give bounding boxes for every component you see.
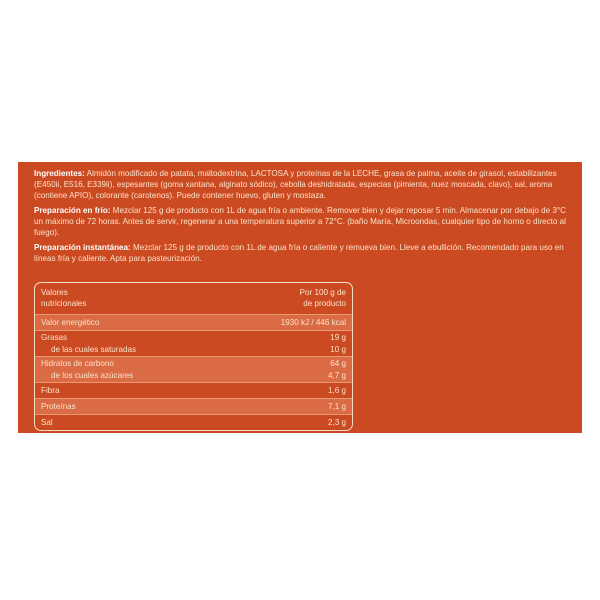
salt-value: 2,3 g xyxy=(327,418,346,427)
fat-row xyxy=(35,330,352,356)
nutrition-header-left-line2: nutricionales xyxy=(41,299,87,308)
cold-prep-label: Preparación en frío: xyxy=(34,206,111,215)
fibre-label: Fibra xyxy=(41,386,60,395)
product-info-panel xyxy=(18,162,582,433)
ingredients-paragraph xyxy=(34,168,572,201)
sugars-value: 4,7 g xyxy=(327,371,346,380)
carbs-values xyxy=(328,358,346,382)
cold-prep-paragraph xyxy=(34,205,572,238)
energy-label: Valor energético xyxy=(41,318,100,327)
carbs-value: 64 g xyxy=(330,359,346,368)
fat-values xyxy=(330,332,346,356)
nutrition-header-right xyxy=(300,287,346,309)
instant-prep-text: Mezclar 125 g de producto con 1L de agua fría o caliente y remueva bien. Lleve a ebullición. Recomendado para uso en líneas fría y caliente. Apta para pasteurización. xyxy=(34,243,564,263)
energy-value: 1930 kJ / 446 kcal xyxy=(280,318,346,327)
nutrition-header-right-line1: Por 100 g de xyxy=(299,288,346,297)
instant-prep-label: Preparación instantánea: xyxy=(34,243,131,252)
protein-label: Proteínas xyxy=(41,402,76,411)
nutrition-table xyxy=(34,282,353,431)
fat-labels xyxy=(41,332,136,356)
salt-row xyxy=(35,414,352,430)
instant-prep-paragraph xyxy=(34,242,572,264)
fibre-row xyxy=(35,382,352,398)
fat-label: Grasas xyxy=(41,333,68,342)
cold-prep-text: Mezclar 125 g de producto con 1L de agua fría o ambiente. Remover bien y dejar reposar 5 min. Almacenar por debajo de 3°C un máximo de 72 horas. Antes de servir, regenerar a una temperatura superior a 72°C. (baño María, Microondas, cualquier tipo de horno o directo al fuego). xyxy=(34,206,567,237)
salt-label: Sal xyxy=(41,418,53,427)
carbs-row xyxy=(35,356,352,382)
nutrition-header-right-line2: de producto xyxy=(303,299,346,308)
nutrition-header-left-line1: Valores xyxy=(41,288,68,297)
protein-value: 7,1 g xyxy=(327,402,346,411)
saturated-label: de las cuales saturadas xyxy=(51,345,137,354)
sugars-label: de los cuales azúcares xyxy=(51,371,134,380)
protein-row xyxy=(35,398,352,414)
carbs-label: Hidratos de carbono xyxy=(41,359,114,368)
ingredients-label: Ingredientes: xyxy=(34,169,85,178)
nutrition-header-row xyxy=(35,283,352,314)
nutrition-header-left xyxy=(41,287,86,309)
fibre-value: 1,6 g xyxy=(327,386,346,395)
fat-value: 19 g xyxy=(330,333,346,342)
energy-row xyxy=(35,314,352,330)
ingredients-text: Almidón modificado de patata, maltodextrina, LACTOSA y proteínas de la LECHE, grasa de palma, aceite de girasol, estabilizantes (E450ii, E516, E339ii), espesantes (goma xantana, alginato sódico), cebolla deshidratada, especias (pimienta, nuez moscada, clavo), sal, aroma (contiene APIO), colorante (carotenos). Puede contener huevo, gluten y mostaza. xyxy=(34,169,557,200)
saturated-value: 10 g xyxy=(330,345,346,354)
carbs-labels xyxy=(41,358,133,382)
